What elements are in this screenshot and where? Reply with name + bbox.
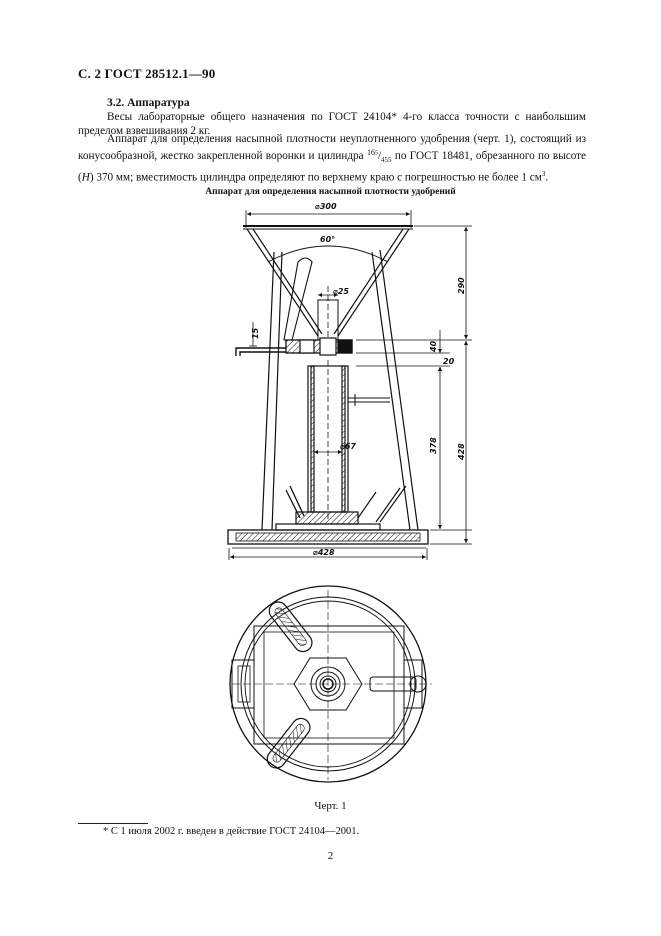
paragraph-end: . [545, 171, 549, 184]
label-diameter-25: ⌀25 [333, 287, 349, 296]
label-dim-20: 20 [443, 357, 455, 366]
elevation-view [228, 210, 472, 560]
fraction-numerator: 16 [366, 148, 375, 157]
figure-caption: Черт. 1 [314, 800, 347, 812]
label-dim-15: 15 [251, 327, 260, 339]
section-title: 3.2. Аппаратура [107, 97, 190, 109]
paragraph-scales-text: Весы лабораторные общего назначения по ГОСТ 24104* 4-го класса точности с наибольшим пределом взвешивания 2 кг. [78, 111, 586, 137]
page-header: С. 2 ГОСТ 28512.1—90 [78, 66, 216, 81]
footnote: * С 1 июля 2002 г. введен в действие ГОСТ 24104—2001. [103, 826, 360, 837]
label-dim-290: 290 [457, 277, 466, 294]
figure-title: Аппарат для определения насыпной плотности удобрений [205, 187, 456, 197]
cylinder-fraction: $^{165}/_{455}$ [366, 148, 392, 165]
fraction-sup: 5 [374, 150, 378, 157]
plan-view [230, 586, 432, 782]
label-diameter-300: ⌀300 [315, 202, 337, 211]
label-diameter-428: ⌀428 [313, 548, 335, 557]
label-diameter-67: ⌀67 [340, 442, 356, 451]
paragraph-apparatus-text-b: по ГОСТ 18481, обрезанного по высоте ( [78, 150, 586, 184]
label-dim-40: 40 [429, 340, 438, 352]
height-symbol: H [81, 171, 90, 184]
page-number: 2 [327, 850, 334, 862]
paragraph-apparatus-text-c: ) 370 мм; вместимость цилиндра определяют по верхнему краю с погрешностью не более 1 см [89, 171, 542, 184]
fraction-denominator: 455 [381, 156, 392, 165]
label-dim-428: 428 [457, 443, 466, 460]
footnote-divider [78, 823, 148, 824]
label-dim-378: 378 [429, 437, 438, 454]
unit-superscript: 3 [541, 170, 546, 179]
paragraph-apparatus-text-a: Аппарат для определения насыпной плотности неуплотненного удобрения (черт. 1), состоящий из конусообразной, жестко закрепленной воронки и цилиндра [78, 133, 586, 162]
label-angle-60: 60° [320, 235, 336, 244]
